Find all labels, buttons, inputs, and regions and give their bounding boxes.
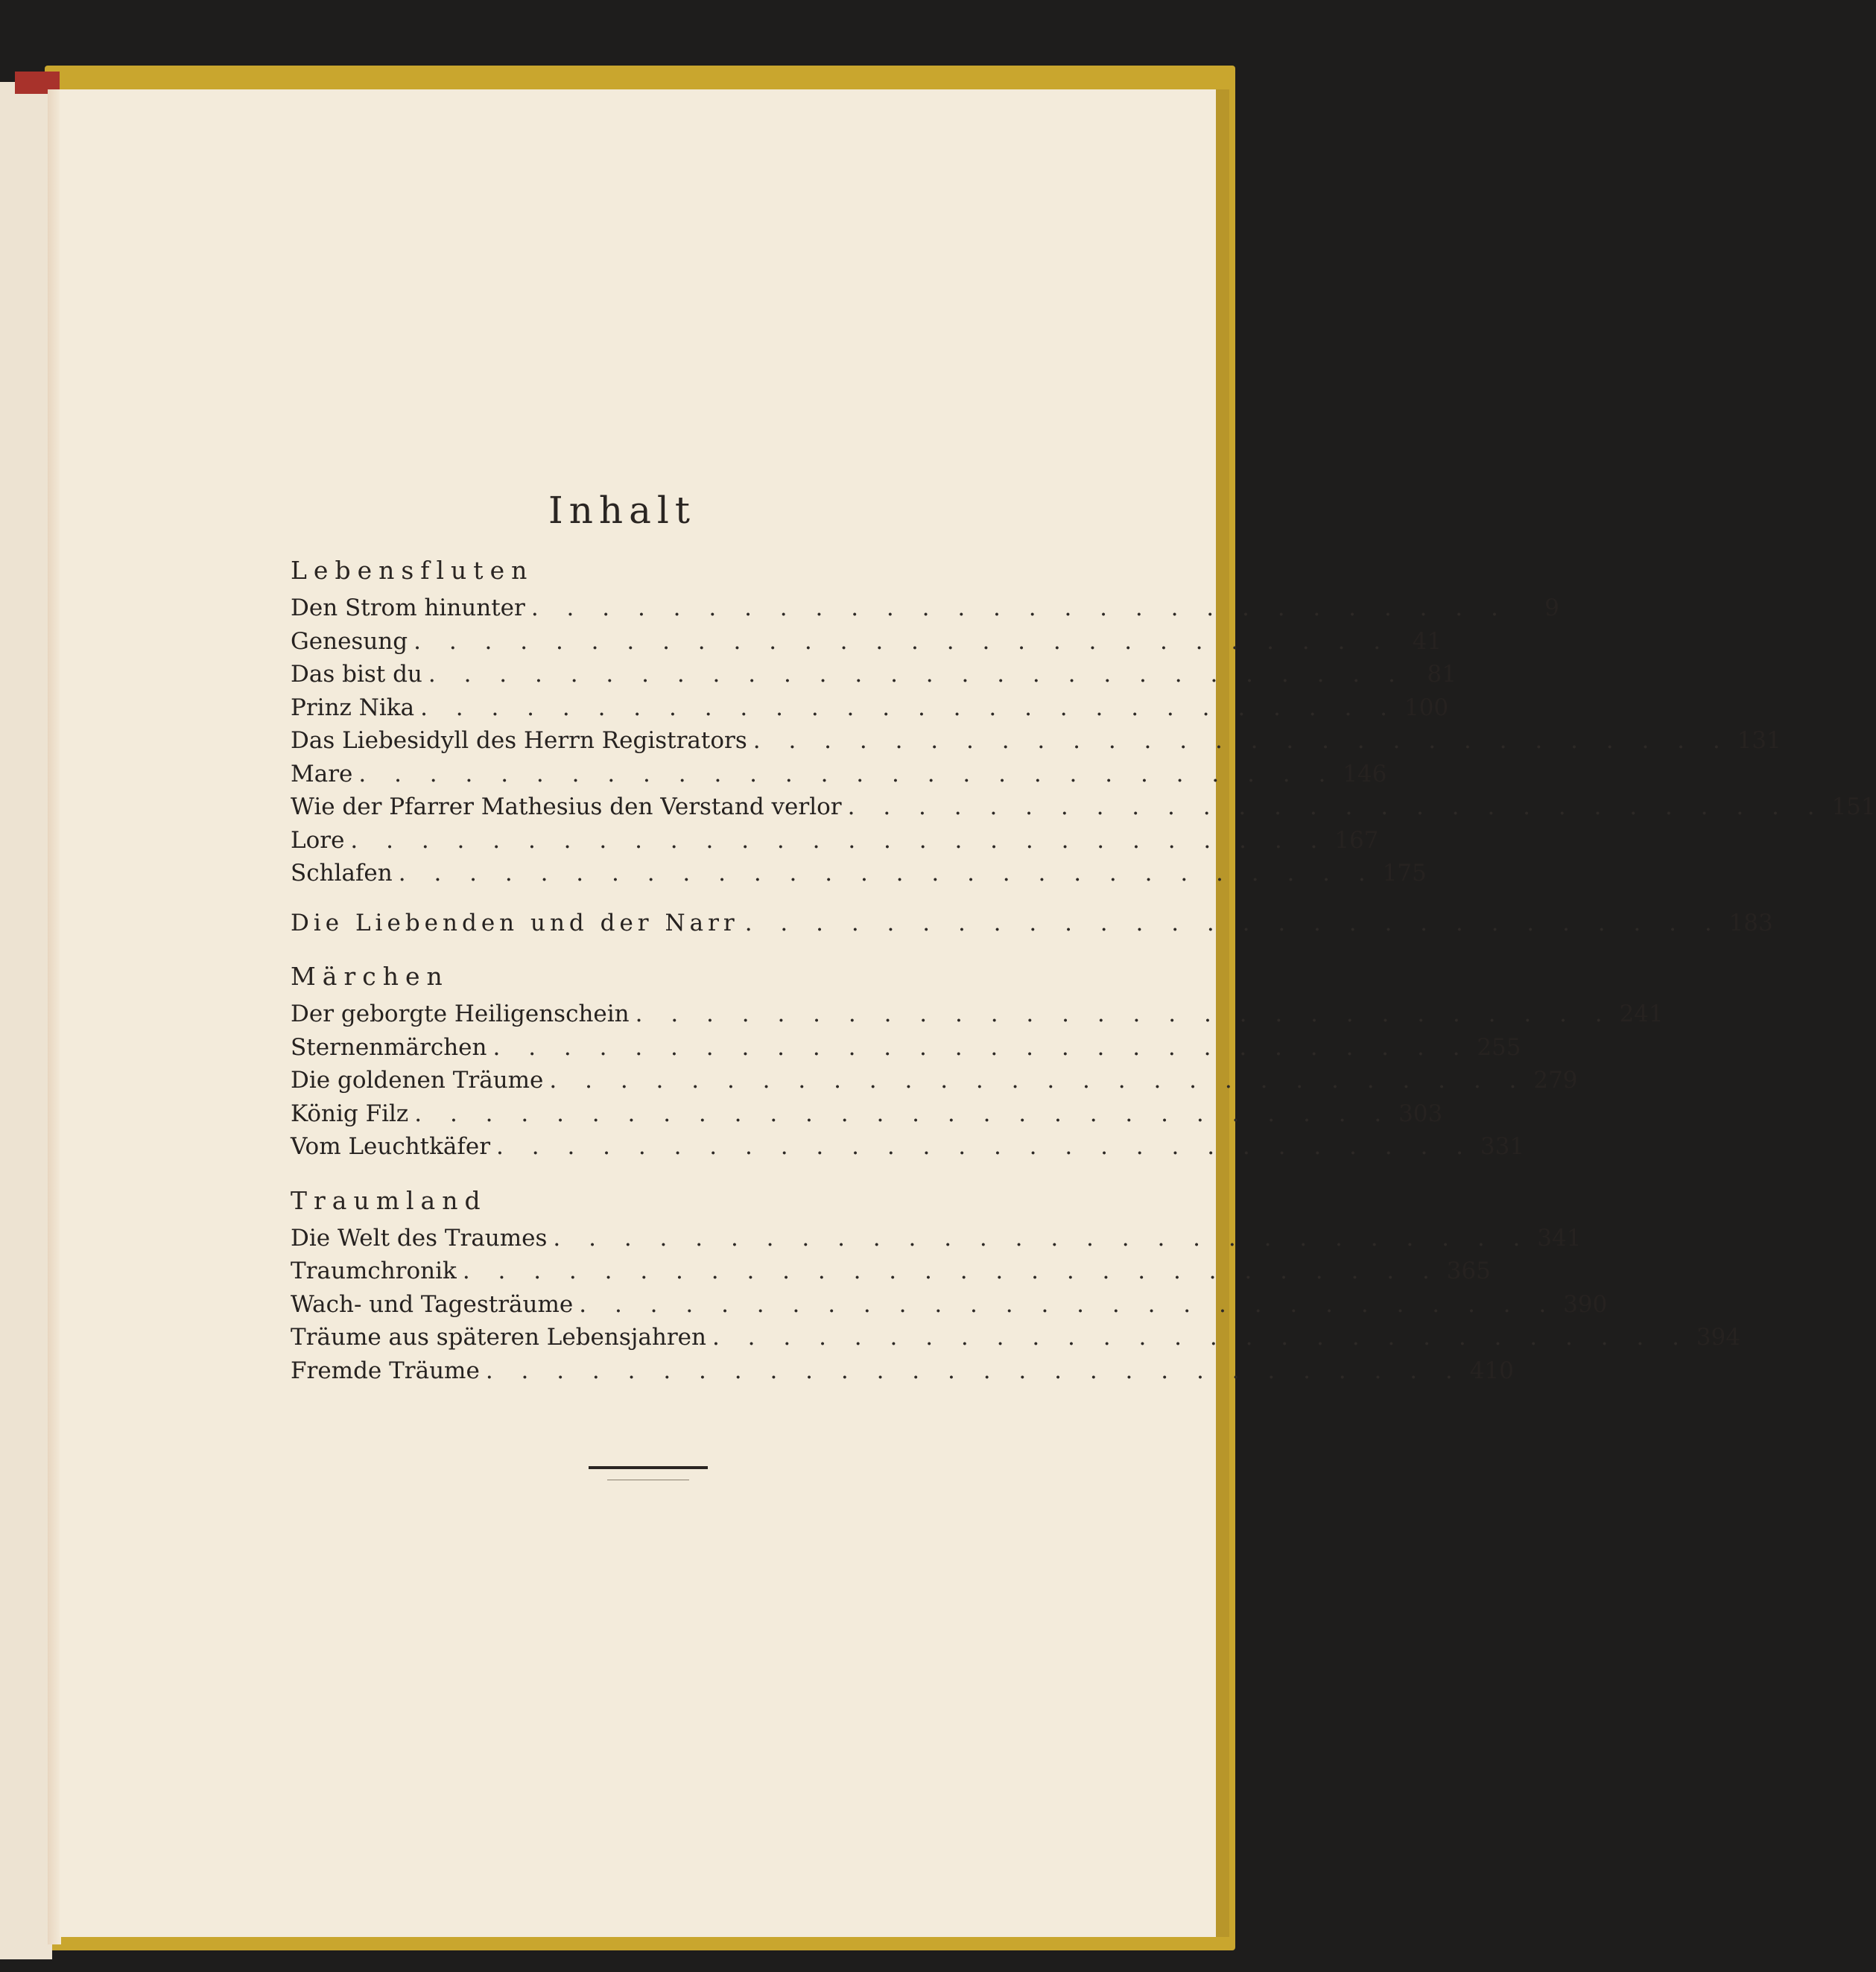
toc-entry bbox=[291, 1255, 1491, 1288]
book-page bbox=[60, 89, 1876, 1937]
toc-entry bbox=[291, 907, 1773, 940]
entry-title: König Filz bbox=[291, 1100, 409, 1127]
entry-page-number: 9 bbox=[1544, 595, 1559, 621]
toc-entry bbox=[291, 758, 1387, 791]
toc-entry bbox=[291, 658, 1457, 691]
closing-rule bbox=[589, 1466, 708, 1469]
dot-leader: . . . . . . . . . . . . . . . . . . . . . . . . . . . . bbox=[428, 661, 1406, 688]
dot-leader: . . . . . . . . . . . . . . . . . . . . . . . . . . . . bbox=[847, 793, 1825, 820]
toc-entry bbox=[291, 1222, 1582, 1255]
toc-entry bbox=[291, 824, 1379, 857]
toc-entry bbox=[291, 724, 1781, 758]
entry-page-number: 131 bbox=[1737, 727, 1781, 754]
dot-leader: . . . . . . . . . . . . . . . . . . . . . . . . . . . . bbox=[358, 760, 1337, 787]
toc-section-lebensfluten bbox=[291, 550, 1876, 890]
entry-page-number: 167 bbox=[1334, 826, 1379, 854]
dot-leader: . . . . . . . . . . . . . . . . . . . . . . . . . . . . bbox=[635, 1001, 1613, 1027]
entry-page-number: 100 bbox=[1404, 694, 1449, 721]
entry-page-number: 279 bbox=[1533, 1067, 1578, 1094]
entry-page-number: 331 bbox=[1480, 1133, 1525, 1160]
entry-page-number: 390 bbox=[1563, 1290, 1608, 1318]
dot-leader: . . . . . . . . . . . . . . . . . . . . . . . . . . . . bbox=[420, 694, 1398, 721]
entry-title: Die goldenen Träume bbox=[291, 1067, 544, 1094]
entry-title: Wach- und Tagesträume bbox=[291, 1290, 574, 1318]
toc-entry bbox=[291, 857, 1427, 890]
toc-entry bbox=[291, 691, 1449, 725]
entry-page-number: 151 bbox=[1831, 793, 1876, 820]
entry-title: Mare bbox=[291, 760, 353, 787]
entry-title: Das bist du bbox=[291, 661, 422, 688]
entry-title: Träume aus späteren Lebensjahren bbox=[291, 1324, 706, 1351]
dot-leader: . . . . . . . . . . . . . . . . . . . . . . . . . . . . bbox=[462, 1258, 1440, 1284]
toc-entry bbox=[291, 1288, 1608, 1322]
toc-entry bbox=[291, 1097, 1443, 1131]
entry-page-number: 41 bbox=[1412, 627, 1442, 655]
dot-leader: . . . . . . . . . . . . . . . . . . . . . . . . . . . . bbox=[492, 1033, 1471, 1061]
toc-section-single bbox=[291, 907, 1773, 940]
entry-page-number: 146 bbox=[1343, 760, 1387, 787]
entry-title: Wie der Pfarrer Mathesius den Verstand verlor bbox=[291, 793, 842, 820]
entry-title: Die Liebenden und der Narr bbox=[291, 909, 739, 936]
entry-page-number: 81 bbox=[1427, 661, 1457, 688]
entry-title: Das Liebesidyll des Herrn Registrators bbox=[291, 727, 747, 754]
toc-entry bbox=[291, 625, 1442, 659]
dot-leader: . . . . . . . . . . . . . . . . . . . . . . . . . . . . bbox=[579, 1290, 1557, 1318]
toc-entry bbox=[291, 998, 1664, 1031]
section-heading: Traumland bbox=[291, 1185, 487, 1215]
entry-title: Lore bbox=[291, 826, 345, 854]
dot-leader: . . . . . . . . . . . . . . . . . . . . . . . . . . . . bbox=[712, 1324, 1690, 1351]
toc-section-maerchen bbox=[291, 956, 1664, 1164]
toc-entry bbox=[291, 1130, 1525, 1164]
entry-page-number: 241 bbox=[1619, 1001, 1664, 1027]
entry-title: Die Welt des Traumes bbox=[291, 1224, 548, 1252]
entry-title: Traumchronik bbox=[291, 1258, 457, 1284]
entry-page-number: 410 bbox=[1469, 1357, 1514, 1384]
entry-title: Der geborgte Heiligenschein bbox=[291, 1001, 630, 1027]
toc-entry bbox=[291, 592, 1559, 625]
dot-leader: . . . . . . . . . . . . . . . . . . . . . . . . . . . . bbox=[496, 1133, 1474, 1160]
entry-title: Prinz Nika bbox=[291, 694, 415, 721]
section-heading: Lebensfluten bbox=[291, 556, 534, 585]
entry-title: Vom Leuchtkäfer bbox=[291, 1133, 491, 1160]
dot-leader: . . . . . . . . . . . . . . . . . . . . . . . . . . . . bbox=[414, 1100, 1392, 1127]
dot-leader: . . . . . . . . . . . . . . . . . . . . . . . . . . . . bbox=[553, 1224, 1531, 1252]
toc-entry bbox=[291, 1031, 1521, 1065]
dot-leader: . . . . . . . . . . . . . . . . . . . . . . . . . . . . bbox=[752, 727, 1731, 754]
page-title: Inhalt bbox=[548, 489, 697, 532]
entry-title: Schlafen bbox=[291, 860, 393, 887]
dot-leader: . . . . . . . . . . . . . . . . . . . . . . . . . . . . bbox=[413, 627, 1392, 655]
dot-leader: . . . . . . . . . . . . . . . . . . . . . . . . . . . . bbox=[398, 860, 1376, 887]
section-heading: Märchen bbox=[291, 962, 449, 991]
toc-entry bbox=[291, 1321, 1740, 1354]
entry-page-number: 183 bbox=[1728, 909, 1773, 936]
entry-page-number: 303 bbox=[1398, 1100, 1443, 1127]
toc-entry bbox=[291, 1354, 1514, 1388]
entry-title: Genesung bbox=[291, 627, 408, 655]
dot-leader: . . . . . . . . . . . . . . . . . . . . . . . . . . . . bbox=[744, 909, 1723, 936]
dot-leader: . . . . . . . . . . . . . . . . . . . . . . . . . . . . bbox=[350, 826, 1328, 854]
entry-title: Fremde Träume bbox=[291, 1357, 480, 1384]
entry-title: Den Strom hinunter bbox=[291, 595, 525, 621]
entry-page-number: 394 bbox=[1696, 1324, 1740, 1351]
entry-page-number: 341 bbox=[1537, 1224, 1582, 1252]
entry-page-number: 175 bbox=[1382, 860, 1427, 887]
toc-section-traumland bbox=[291, 1180, 1740, 1388]
entry-page-number: 255 bbox=[1477, 1033, 1521, 1061]
left-page-edge bbox=[0, 82, 52, 1959]
toc-entry bbox=[291, 790, 1876, 824]
table-of-contents bbox=[291, 395, 1876, 1404]
toc-entry bbox=[291, 1064, 1578, 1097]
entry-page-number: 365 bbox=[1446, 1258, 1491, 1284]
dot-leader: . . . . . . . . . . . . . . . . . . . . . . . . . . . . bbox=[549, 1067, 1527, 1094]
dot-leader: . . . . . . . . . . . . . . . . . . . . . . . . . . . . bbox=[530, 595, 1509, 621]
dot-leader: . . . . . . . . . . . . . . . . . . . . . . . . . . . . bbox=[485, 1357, 1463, 1384]
entry-title: Sternenmärchen bbox=[291, 1033, 487, 1061]
